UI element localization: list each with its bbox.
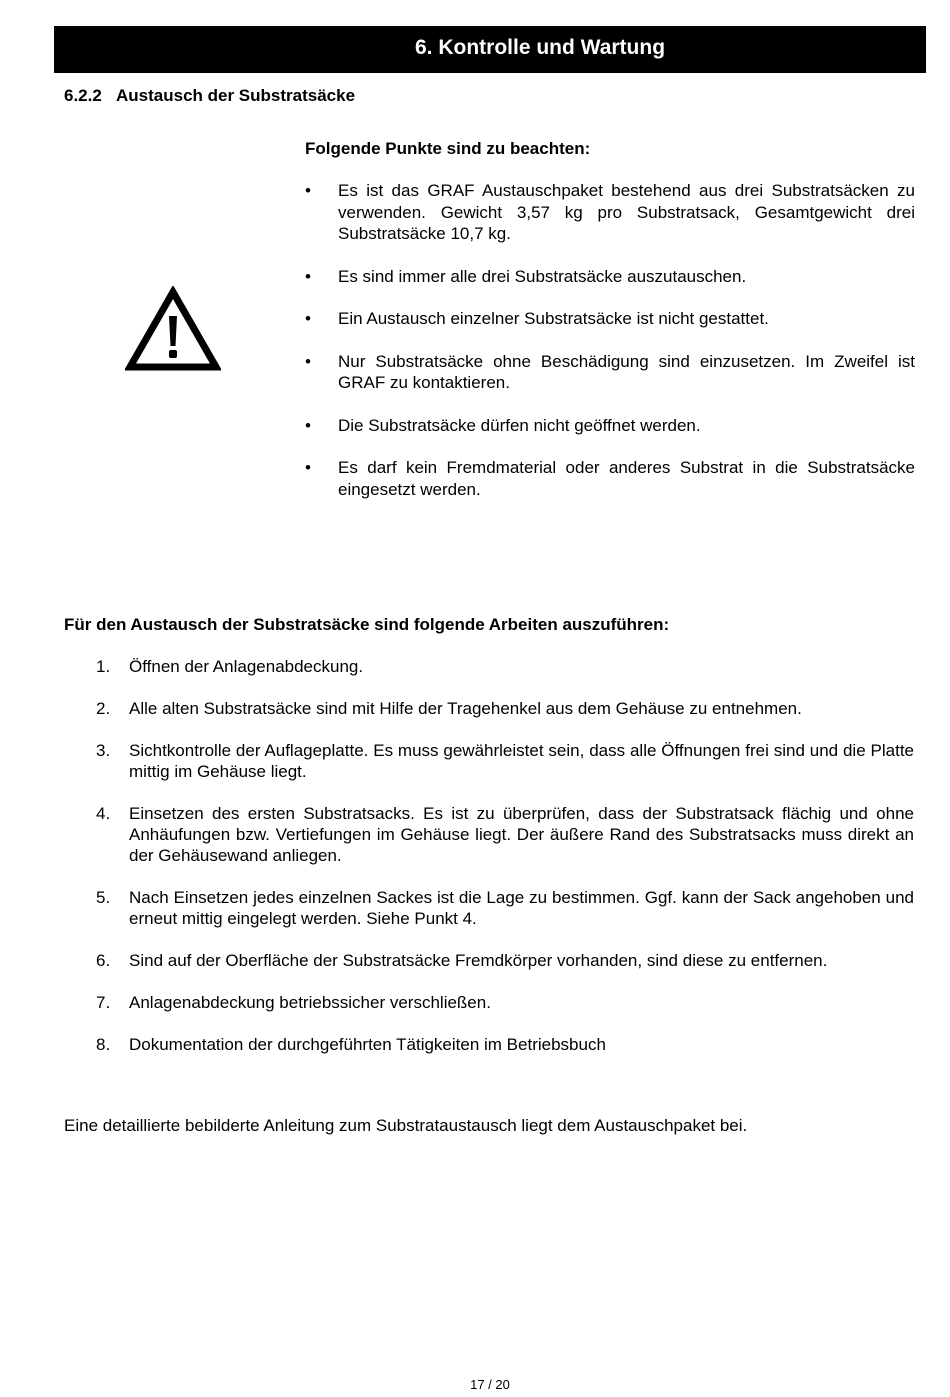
step-number: 6. [96, 951, 111, 970]
bullet-icon: • [305, 458, 311, 477]
step-item [96, 992, 914, 1013]
step-number: 2. [96, 699, 111, 718]
section-title: Austausch der Substratsäcke [116, 86, 356, 105]
list-item [305, 180, 915, 245]
step-text: Sichtkontrolle der Auflageplatte. Es muss gewährleistet sein, dass alle Öffnungen frei sind und die Platte mittig im Gehäuse liegt. [129, 741, 914, 781]
step-number: 4. [96, 804, 111, 823]
step-text: Alle alten Substratsäcke sind mit Hilfe der Tragehenkel aus dem Gehäuse zu entnehmen. [129, 699, 802, 718]
list-item-text: Es sind immer alle drei Substratsäcke auszutauschen. [338, 266, 747, 286]
page-number: 17 / 20 [470, 1377, 510, 1392]
bullet-icon: • [305, 309, 311, 328]
list-item [305, 457, 915, 500]
list-item-text: Es darf kein Fremdmaterial oder anderes Substrat in die Substratsäcke eingesetzt werden. [338, 458, 915, 499]
notes-list [305, 180, 915, 521]
step-text: Dokumentation der durchgeführten Tätigkeiten im Betriebsbuch [129, 1035, 606, 1054]
step-number: 8. [96, 1035, 111, 1054]
step-text: Nach Einsetzen jedes einzelnen Sackes ist die Lage zu bestimmen. Ggf. kann der Sack angehoben und erneut mittig eingelegt werden. Siehe Punkt 4. [129, 888, 914, 928]
list-item [305, 415, 915, 437]
step-item [96, 740, 914, 782]
step-item [96, 950, 914, 971]
list-item-text: Es ist das GRAF Austauschpaket bestehend aus drei Substratsäcken zu verwenden. Gewicht 3,57 kg pro Substratsack, Gesamtgewicht drei Substratsäcke 10,7 kg. [338, 181, 915, 243]
list-item-text: Ein Austausch einzelner Substratsäcke ist nicht gestattet. [338, 309, 769, 328]
step-item [96, 698, 914, 719]
step-item [96, 887, 914, 929]
list-item [305, 351, 915, 394]
section-number: 6.2.2 [64, 86, 102, 105]
list-item [305, 266, 915, 288]
bullet-icon: • [305, 415, 311, 435]
steps-list [96, 656, 914, 1076]
step-number: 3. [96, 741, 111, 760]
chapter-header-bar [54, 26, 926, 73]
chapter-title: 6. Kontrolle und Wartung [414, 36, 666, 59]
step-number: 7. [96, 993, 111, 1012]
list-item-text: Nur Substratsäcke ohne Beschädigung sind einzusetzen. Im Zweifel ist GRAF zu kontaktieren. [338, 351, 915, 392]
step-item [96, 803, 914, 866]
step-number: 1. [96, 657, 111, 676]
steps-heading: Für den Austausch der Substratsäcke sind folgende Arbeiten auszuführen: [64, 615, 670, 634]
section-heading [64, 85, 355, 107]
list-item-text: Die Substratsäcke dürfen nicht geöffnet werden. [338, 415, 701, 435]
bullet-icon: • [305, 351, 311, 371]
step-item [96, 656, 914, 677]
bullet-icon: • [305, 266, 311, 286]
bullet-icon: • [305, 181, 311, 200]
step-number: 5. [96, 888, 111, 907]
step-item [96, 1034, 914, 1055]
list-item [305, 308, 915, 330]
step-text: Sind auf der Oberfläche der Substratsäcke Fremdkörper vorhanden, sind diese zu entfernen. [129, 951, 828, 970]
step-text: Öffnen der Anlagenabdeckung. [129, 657, 364, 676]
notes-heading: Folgende Punkte sind zu beachten: [305, 139, 591, 158]
footer-note: Eine detaillierte bebilderte Anleitung zum Substrataustausch liegt dem Austauschpaket bei. [64, 1116, 748, 1135]
step-text: Anlagenabdeckung betriebssicher verschließen. [129, 993, 491, 1012]
step-text: Einsetzen des ersten Substratsacks. Es ist zu überprüfen, dass der Substratsack flächig und ohne Anhäufungen bzw. Vertiefungen im Gehäuse liegt. Der äußere Rand des Substratsacks muss direkt an der Gehäusewand anliegen. [129, 804, 914, 865]
warning-triangle-icon [125, 286, 221, 372]
